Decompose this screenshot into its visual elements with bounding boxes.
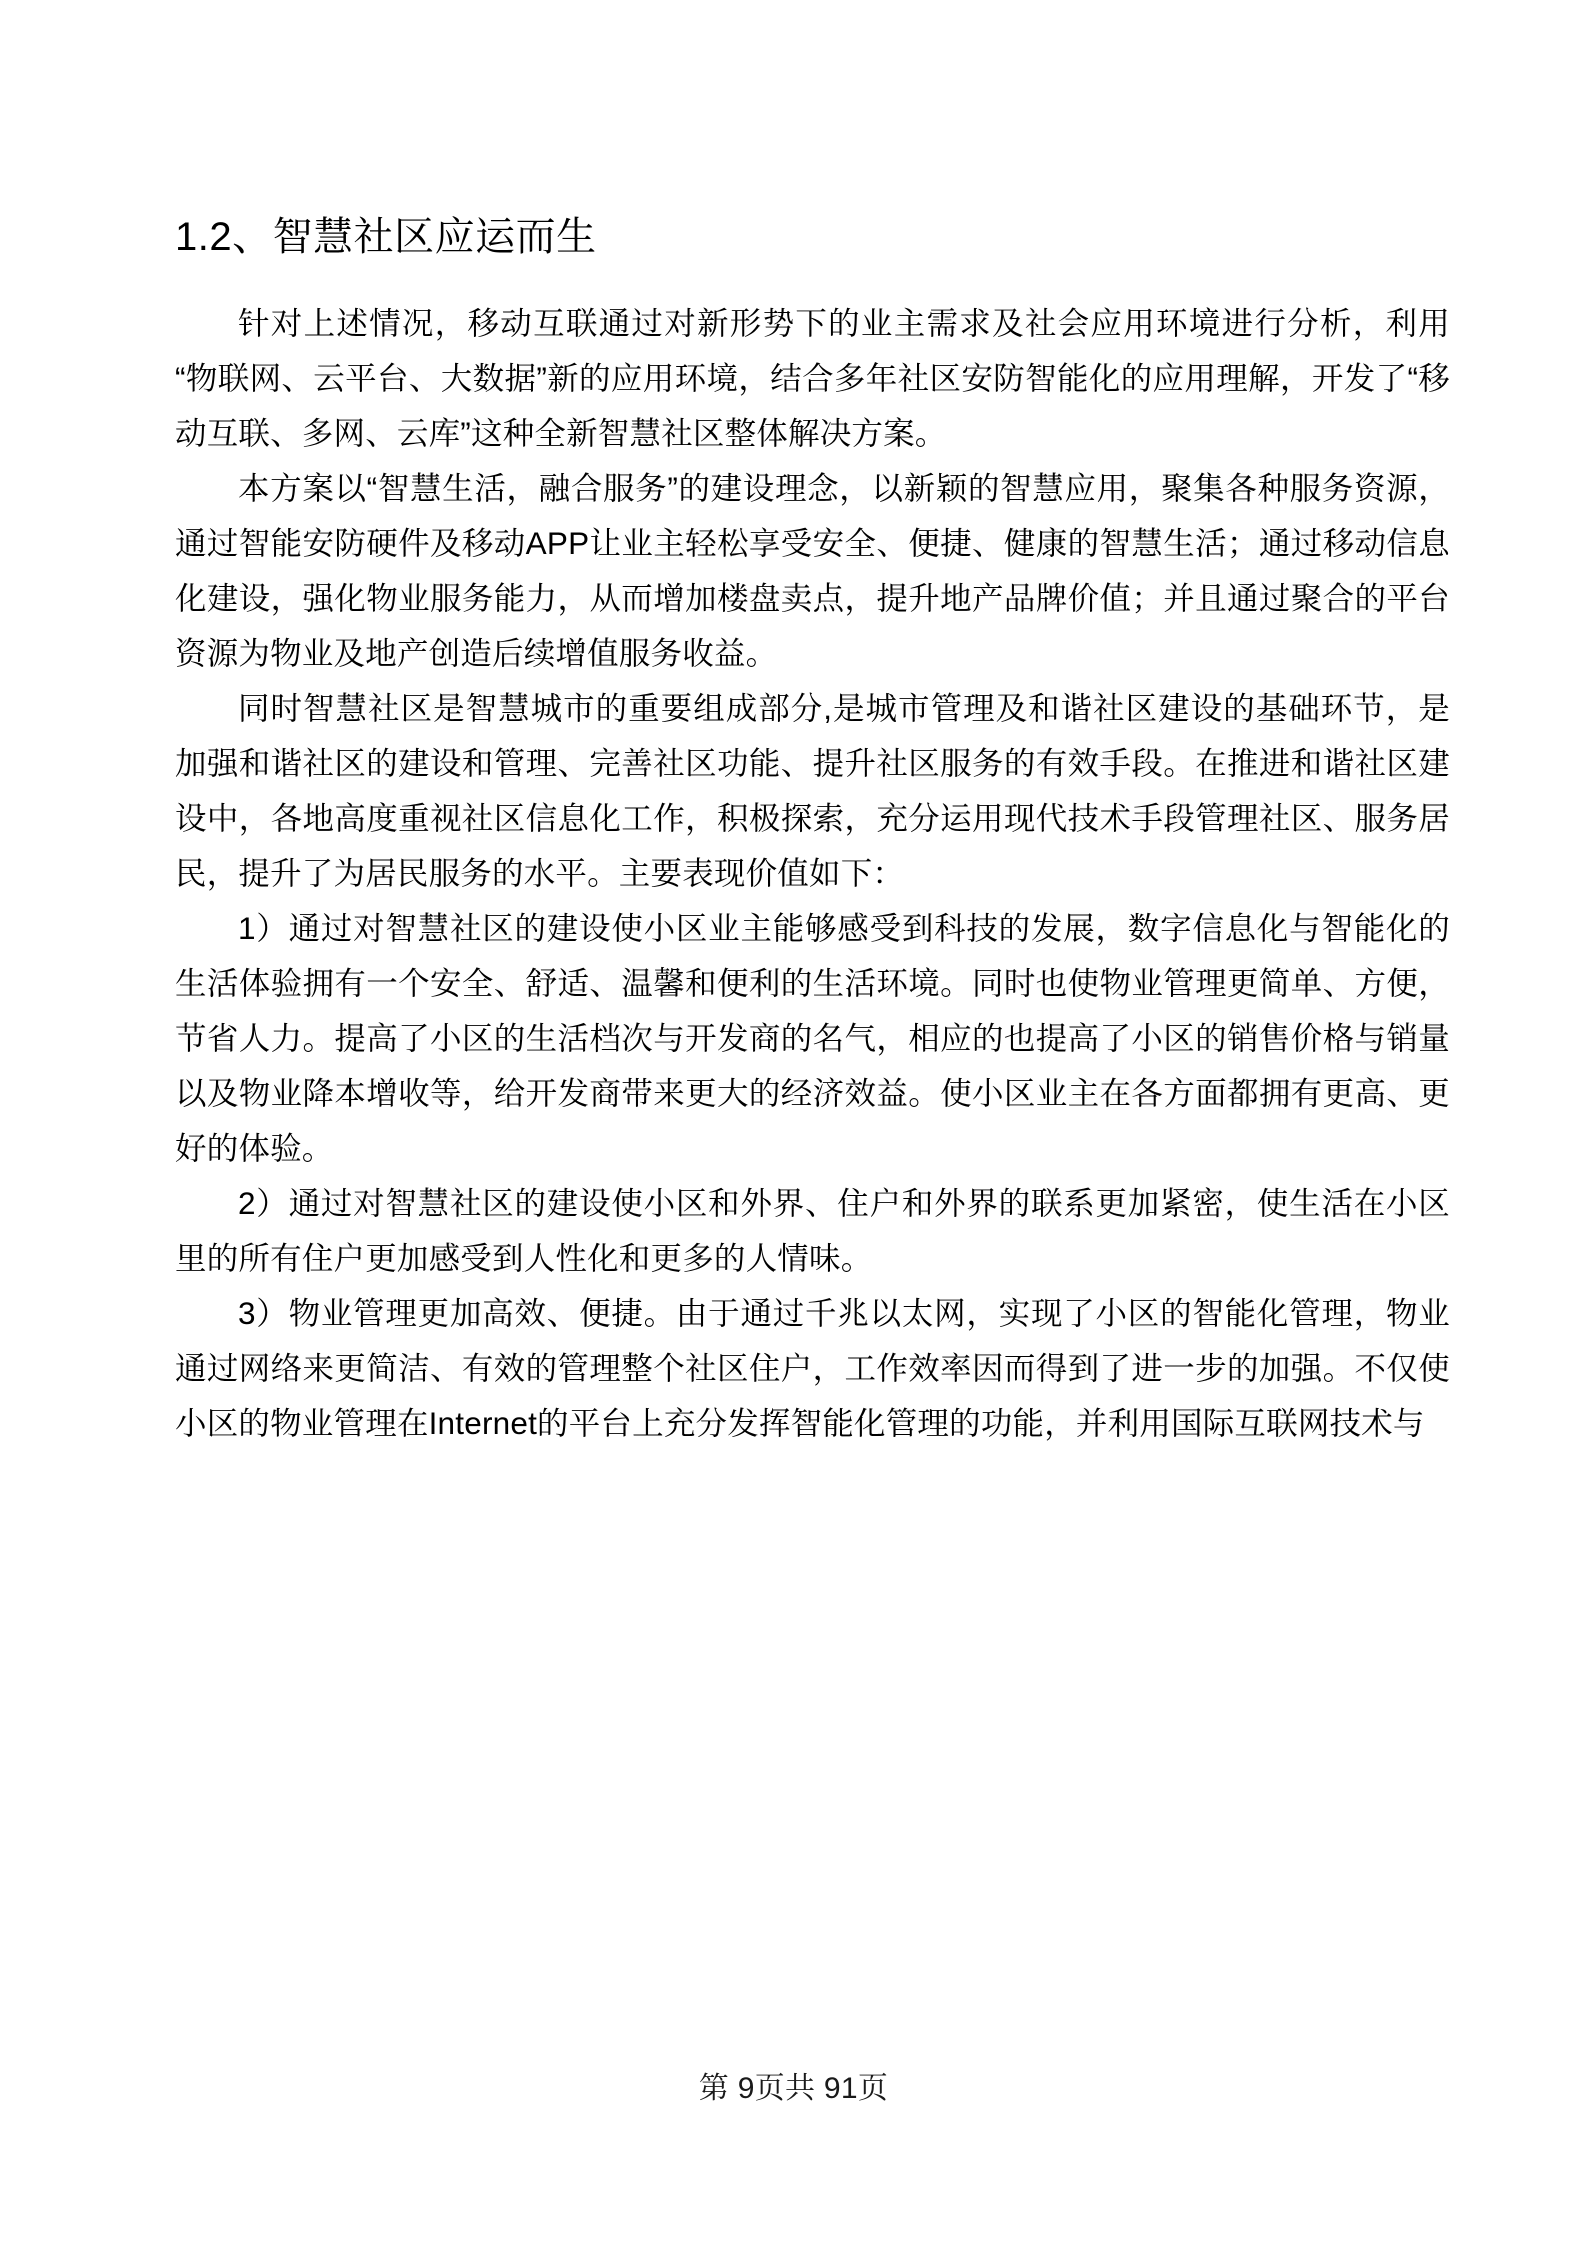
- paragraph: 针对上述情况，移动互联通过对新形势下的业主需求及社会应用环境进行分析，利用“物联网、云平台、大数据”新的应用环境，结合多年社区安防智能化的应用理解，开发了“移动互联、多网、云库”这种全新智慧社区整体解决方案。: [175, 305, 1450, 451]
- page-footer: 第 9页共 91页: [698, 2072, 889, 2105]
- page-content: [175, 0, 1450, 1451]
- section-heading: 1.2、智慧社区应运而生: [175, 215, 597, 259]
- body-text-block: [175, 296, 1450, 1451]
- paragraph: 2）通过对智慧社区的建设使小区和外界、住户和外界的联系更加紧密，使生活在小区里的所有住户更加感受到人性化和更多的人情味。: [175, 1185, 1450, 1276]
- paragraph: 本方案以“智慧生活，融合服务”的建设理念，以新颖的智慧应用，聚集各种服务资源，通过智能安防硬件及移动APP让业主轻松享受安全、便捷、健康的智慧生活；通过移动信息化建设，强化物业服务能力，从而增加楼盘卖点，提升地产品牌价值；并且通过聚合的平台资源为物业及地产创造后续增值服务收益。: [175, 470, 1450, 671]
- paragraph: 3）物业管理更加高效、便捷。由于通过千兆以太网，实现了小区的智能化管理，物业通过网络来更简洁、有效的管理整个社区住户，工作效率因而得到了进一步的加强。不仅使小区的物业管理在Internet的平台上充分发挥智能化管理的功能，并利用国际互联网技术与: [175, 1295, 1450, 1441]
- paragraph: 1）通过对智慧社区的建设使小区业主能够感受到科技的发展，数字信息化与智能化的生活体验拥有一个安全、舒适、温馨和便利的生活环境。同时也使物业管理更简单、方便，节省人力。提高了小区的生活档次与开发商的名气，相应的也提高了小区的销售价格与销量以及物业降本增收等，给开发商带来更大的经济效益。使小区业主在各方面都拥有更高、更好的体验。: [175, 910, 1450, 1166]
- paragraph: 同时智慧社区是智慧城市的重要组成部分,是城市管理及和谐社区建设的基础环节，是加强和谐社区的建设和管理、完善社区功能、提升社区服务的有效手段。在推进和谐社区建设中，各地高度重视社区信息化工作，积极探索，充分运用现代技术手段管理社区、服务居民，提升了为居民服务的水平。主要表现价值如下：: [175, 690, 1450, 891]
